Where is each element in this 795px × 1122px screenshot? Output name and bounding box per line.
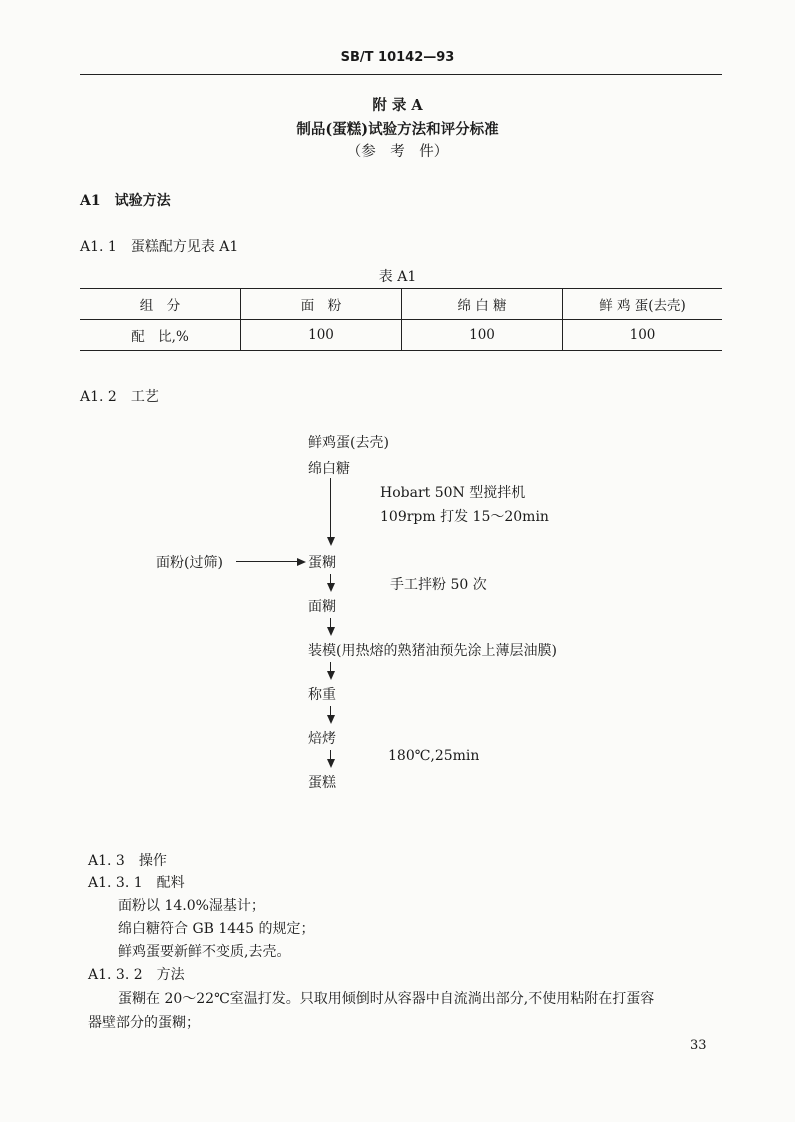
section-a1-3-1: A1. 3. 1 配料 xyxy=(88,875,185,891)
ingredient-line: 鲜鸡蛋要新鲜不变质,去壳。 xyxy=(118,944,291,960)
flow-line xyxy=(236,561,298,562)
flow-note-hand-mix: 手工拌粉 50 次 xyxy=(390,577,487,593)
ingredient-line: 绵白糖符合 GB 1445 的规定； xyxy=(118,921,315,937)
section-a1-3: A1. 3 操作 xyxy=(88,853,167,869)
table-caption: 表 A1 xyxy=(378,269,417,285)
arrow-down-icon xyxy=(327,715,335,724)
table-cell: 配 比,% xyxy=(131,329,189,345)
table-header-cell: 鲜 鸡 蛋(去壳) xyxy=(563,289,723,320)
header-rule xyxy=(80,74,722,75)
flow-note-speed: 109rpm 打发 15～20min xyxy=(380,509,549,525)
appendix-label: 附 录 A xyxy=(372,97,423,114)
formula-table xyxy=(80,288,722,351)
flow-step-egg: 鲜鸡蛋(去壳) xyxy=(308,435,389,451)
table-cell: 100 xyxy=(402,320,563,351)
flow-step-cake: 蛋糕 xyxy=(308,775,336,791)
ingredient-line: 面粉以 14.0%湿基计； xyxy=(118,898,265,914)
table-header-cell: 面 粉 xyxy=(241,289,402,320)
method-paragraph-line: 蛋糊在 20～22℃室温打发。只取用倾倒时从容器中自流淌出部分,不使用粘附在打蛋容 xyxy=(118,991,655,1007)
section-a1-2: A1. 2 工艺 xyxy=(80,389,159,405)
method-paragraph-line: 器壁部分的蛋糊； xyxy=(88,1015,200,1031)
section-a1-3-2: A1. 3. 2 方法 xyxy=(88,967,185,983)
arrow-down-icon xyxy=(327,627,335,636)
flow-note-bake: 180℃,25min xyxy=(388,748,480,764)
arrow-down-icon xyxy=(327,759,335,768)
standard-code-header: SB/T 10142—93 xyxy=(340,50,455,65)
arrow-down-icon xyxy=(327,537,335,546)
appendix-note: （参 考 件） xyxy=(346,144,449,160)
table-cell: 100 xyxy=(563,320,723,351)
section-a1-1: A1. 1 蛋糕配方见表 A1 xyxy=(80,239,239,255)
page-number: 33 xyxy=(690,1038,707,1053)
flow-note-mixer: Hobart 50N 型搅拌机 xyxy=(380,485,526,501)
flow-step-dough: 面糊 xyxy=(308,599,336,615)
appendix-title: 制品(蛋糕)试验方法和评分标准 xyxy=(296,121,499,138)
flow-input-flour: 面粉(过筛) xyxy=(156,555,223,571)
table-row xyxy=(80,320,722,351)
arrow-right-icon xyxy=(297,558,306,566)
table-header-row xyxy=(80,289,722,320)
table-header-cell: 绵 白 糖 xyxy=(402,289,563,320)
flow-line xyxy=(330,478,331,538)
section-a1-heading: A1 试验方法 xyxy=(80,193,171,209)
arrow-down-icon xyxy=(327,671,335,680)
table-header-cell: 组 分 xyxy=(80,289,241,320)
flow-step-batter: 蛋糊 xyxy=(308,555,336,571)
flow-step-mold: 装模(用热熔的熟猪油预先涂上薄层油膜) xyxy=(308,643,557,659)
arrow-down-icon xyxy=(327,583,335,592)
flow-step-sugar: 绵白糖 xyxy=(308,461,350,477)
table-cell: 100 xyxy=(241,320,402,351)
flow-step-weigh: 称重 xyxy=(308,687,336,703)
flow-step-bake: 焙烤 xyxy=(308,731,336,747)
